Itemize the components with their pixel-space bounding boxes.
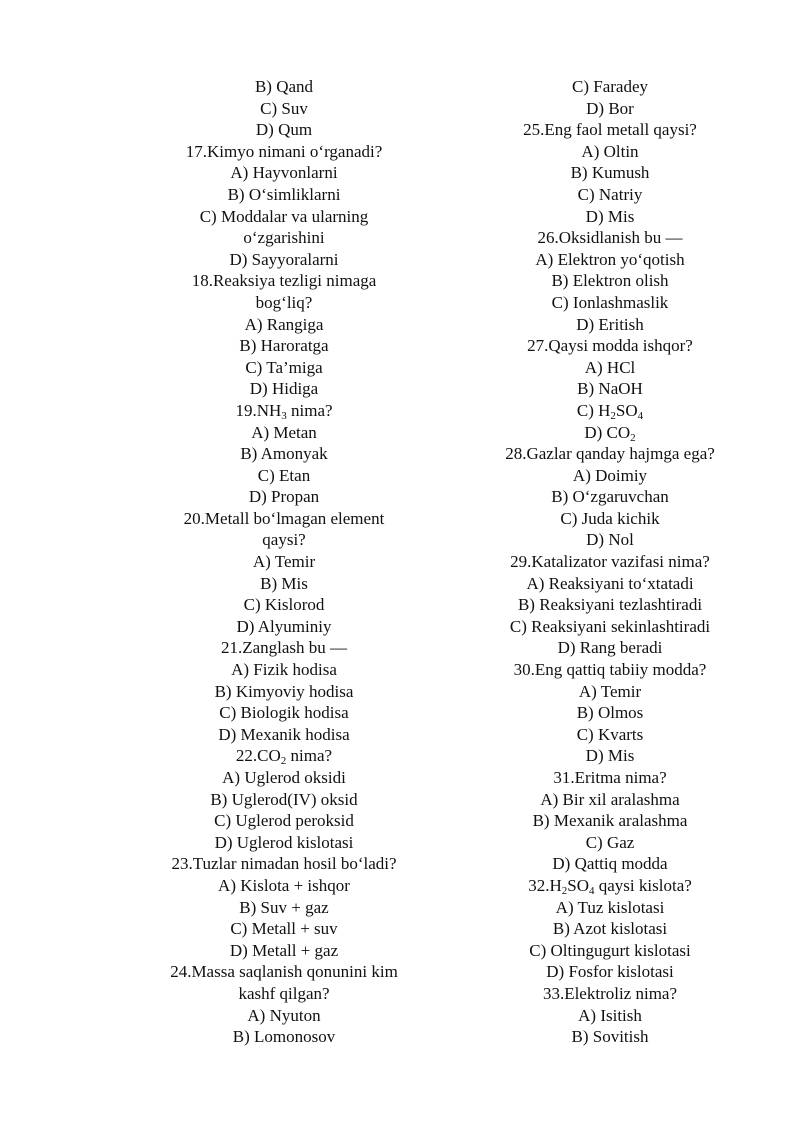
answer-option: D) Bor <box>586 98 634 118</box>
answer-option: B) Kimyoviy hodisa <box>214 681 354 701</box>
question-text: 29.Katalizator vazifasi nima? <box>510 552 710 572</box>
answer-option: B) Suv + gaz <box>239 897 329 917</box>
answer-option: D) Mis <box>585 746 635 766</box>
answer-option: C) Gaz <box>585 832 635 852</box>
answer-option: D) Qattiq modda <box>552 854 668 874</box>
question-text: 25.Eng faol metall qaysi? <box>523 120 697 140</box>
answer-option: D) Mexanik hodisa <box>218 724 350 744</box>
answer-option: C) Biologik hodisa <box>219 703 349 723</box>
answer-option: D) Uglerod kislotasi <box>214 832 354 852</box>
answer-option: A) Oltin <box>581 141 639 161</box>
answer-option: C) Juda kichik <box>560 508 660 528</box>
answer-option: A) Tuz kislotasi <box>555 897 665 917</box>
text-line: bog‘liq? <box>255 292 313 312</box>
answer-option: C) Oltingugurt kislotasi <box>529 940 691 960</box>
question-text: $32.H_2SO_4$ qaysi kislota? <box>528 875 692 897</box>
answer-option: B) Olmos <box>576 703 644 723</box>
question-text: 30.Eng qattiq tabiiy modda? <box>513 660 707 680</box>
question-text: 18.Reaksiya tezligi nimaga <box>191 271 377 291</box>
answer-option: C) Moddalar va ularning <box>199 206 369 226</box>
answer-option: C) Kvarts <box>576 724 644 744</box>
answer-option: A) Elektron yo‘qotish <box>535 249 685 269</box>
question-text: 23.Tuzlar nimadan hosil bo‘ladi? <box>171 854 397 874</box>
answer-option: C) Reaksiyani sekinlashtiradi <box>509 616 711 636</box>
answer-option: D) Qum <box>255 120 313 140</box>
answer-option: C) Metall + suv <box>230 919 338 939</box>
answer-option: A) Rangiga <box>244 314 324 334</box>
question-text: $22.CO_2$ nima? <box>235 746 333 768</box>
question-text: 33.Elektroliz nima? <box>542 983 678 1003</box>
answer-option: B) Qand <box>254 77 314 96</box>
answer-option: D) Metall + gaz <box>229 940 339 960</box>
right-column <box>480 76 740 1048</box>
answer-option: A) Kislota + ishqor <box>218 875 350 895</box>
answer-option: C) Ionlashmaslik <box>551 292 669 312</box>
question-text: 27.Qaysi modda ishqor? <box>527 336 693 356</box>
answer-option: A) Nyuton <box>247 1005 321 1025</box>
question-text: 21.Zanglash bu — <box>220 638 348 658</box>
answer-option: A) Temir <box>252 552 316 572</box>
answer-option: B) Kumush <box>570 163 650 183</box>
answer-option: B) Uglerod(IV) oksid <box>210 789 358 809</box>
answer-option: B) Haroratga <box>239 336 329 356</box>
left-column <box>125 76 443 1048</box>
answer-option: B) Azot kislotasi <box>552 919 668 939</box>
answer-option: A) HCl <box>584 357 636 377</box>
answer-option: A) Reaksiyani to‘xtatadi <box>526 573 694 593</box>
answer-option: A) Temir <box>578 681 642 701</box>
answer-option: A) Doimiy <box>572 465 648 485</box>
answer-option: B) O‘zgaruvchan <box>551 487 669 507</box>
question-text: 17.Kimyo nimani o‘rganadi? <box>185 141 383 161</box>
answer-option: D) Nol <box>586 530 634 550</box>
answer-option: B) Amonyak <box>240 444 328 464</box>
answer-option: B) Mis <box>260 573 308 593</box>
answer-option: A) Hayvonlarni <box>230 163 338 183</box>
answer-option: C) Suv <box>260 98 308 118</box>
answer-option: B) Lomonosov <box>232 1027 336 1047</box>
answer-option: D) Eritish <box>576 314 644 334</box>
answer-option: A) Fizik hodisa <box>231 660 337 680</box>
answer-option: D) Rang beradi <box>557 638 663 658</box>
answer-option: C) Etan <box>257 465 311 485</box>
answer-option: B) Elektron olish <box>551 271 669 291</box>
answer-option: C) Ta’miga <box>245 357 323 377</box>
answer-option: D) $CO_2$ <box>584 422 636 444</box>
answer-option: A) Isitish <box>578 1005 642 1025</box>
question-text: 26.Oksidlanish bu — <box>537 228 683 248</box>
answer-option: D) Propan <box>248 487 320 507</box>
question-text: 20.Metall bo‘lmagan element <box>183 508 385 528</box>
answer-option: C) Kislorod <box>243 595 325 615</box>
answer-option: A) Bir xil aralashma <box>540 789 680 809</box>
answer-option: A) Uglerod oksidi <box>222 768 346 787</box>
answer-option: C) Faradey <box>571 77 648 96</box>
answer-option: C) Uglerod peroksid <box>214 811 354 831</box>
answer-option: B) Mexanik aralashma <box>532 811 688 831</box>
answer-option: B) Reaksiyani tezlashtiradi <box>517 595 703 615</box>
question-text: $19.NH_3$ nima? <box>235 400 333 422</box>
question-text: 31.Eritma nima? <box>553 768 667 787</box>
answer-option: B) O‘simliklarni <box>227 184 341 204</box>
answer-option: D) Mis <box>585 206 635 226</box>
answer-option: A) Metan <box>251 422 317 442</box>
answer-option: C) $H_2SO_4$ <box>576 400 644 422</box>
answer-option: B) NaOH <box>577 379 643 399</box>
answer-option: D) Alyuminiy <box>236 616 332 636</box>
text-line: kashf qilgan? <box>238 983 330 1003</box>
answer-option: D) Hidiga <box>249 379 319 399</box>
answer-option: D) Fosfor kislotasi <box>546 962 674 982</box>
text-line: o‘zgarishini <box>243 228 325 248</box>
answer-option: B) Sovitish <box>571 1027 649 1047</box>
text-line: qaysi? <box>262 530 306 550</box>
question-text: 24.Massa saqlanish qonunini kim <box>170 962 398 982</box>
answer-option: D) Sayyoralarni <box>229 249 339 269</box>
answer-option: C) Natriy <box>577 184 643 204</box>
question-text: 28.Gazlar qanday hajmga ega? <box>505 444 715 464</box>
